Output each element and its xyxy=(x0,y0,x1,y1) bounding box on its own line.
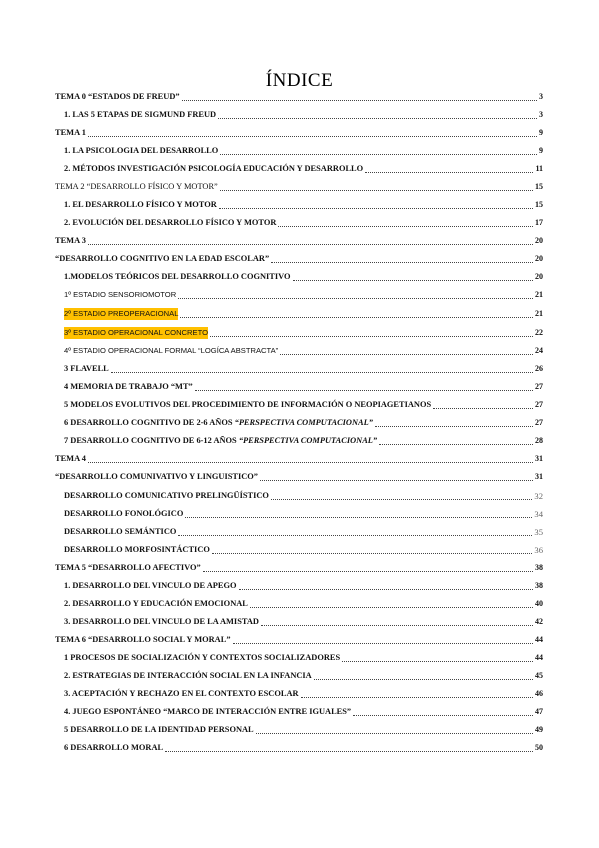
toc-page-number: 15 xyxy=(535,182,543,191)
toc-entry-title xyxy=(64,490,269,502)
toc-page-number: 20 xyxy=(535,236,543,245)
toc-entry-title xyxy=(64,217,276,229)
toc-dot-leader xyxy=(233,634,533,644)
toc-dot-leader xyxy=(301,688,533,698)
toc-dot-leader xyxy=(182,91,537,101)
toc-entry-title xyxy=(55,562,201,574)
toc-entry[interactable] xyxy=(55,562,543,574)
toc-dot-leader xyxy=(218,109,537,119)
toc-entry-text: TEMA 3 xyxy=(55,236,86,245)
toc-page-number: 31 xyxy=(535,472,543,481)
toc-page-number: 9 xyxy=(539,146,543,155)
toc-entry[interactable] xyxy=(55,181,543,193)
toc-entry[interactable] xyxy=(64,580,543,592)
toc-entry[interactable] xyxy=(64,688,543,700)
toc-entry-text: 2. DESARROLLO Y EDUCACIÓN EMOCIONAL xyxy=(64,599,248,608)
toc-entry-text: 4. JUEGO ESPONTÁNEO “MARCO DE INTERACCIÓN ENTRE IGUALES” xyxy=(64,707,352,716)
toc-entry[interactable] xyxy=(55,471,543,483)
toc-page-number: 11 xyxy=(535,164,543,173)
toc-entry-text: 2. ESTRATEGIAS DE INTERACCIÓN SOCIAL EN LA INFANCIA xyxy=(64,671,312,680)
toc-entry-text: 1 PROCESOS DE SOCIALIZACIÓN Y CONTEXTOS SOCIALIZADORES xyxy=(64,653,341,662)
toc-dot-leader xyxy=(210,327,533,337)
toc-entry[interactable] xyxy=(64,435,543,447)
toc-dot-leader xyxy=(433,399,533,409)
toc-entry[interactable] xyxy=(55,634,543,646)
toc-dot-leader xyxy=(219,199,533,209)
toc-page-number: 36 xyxy=(534,545,543,555)
toc-entry-text: DESARROLLO SEMÁNTICO xyxy=(64,527,177,536)
toc-entry-title xyxy=(64,706,351,718)
toc-entry[interactable] xyxy=(64,308,543,320)
toc-entry-title xyxy=(64,742,163,754)
toc-entry-text: 1. EL DESARROLLO FÍSICO Y MOTOR xyxy=(64,200,217,209)
toc-entry[interactable] xyxy=(64,544,543,556)
toc-page-number: 49 xyxy=(535,725,543,734)
toc-entry-text: TEMA 1 xyxy=(55,128,86,137)
toc-dot-leader xyxy=(88,127,537,137)
toc-entry-text: 2. EVOLUCIÓN DEL DESARROLLO FÍSICO Y MOTOR xyxy=(64,218,277,227)
toc-dot-leader xyxy=(203,562,533,572)
toc-entry[interactable] xyxy=(64,271,543,283)
toc-entry-title xyxy=(64,688,299,700)
toc-dot-leader xyxy=(256,724,533,734)
toc-dot-leader xyxy=(212,544,533,554)
toc-dot-leader xyxy=(180,308,533,318)
toc-page-number: 50 xyxy=(535,743,543,752)
toc-entry-title xyxy=(64,724,254,736)
toc-dot-leader xyxy=(271,253,533,263)
toc-entry-text: TEMA 2 “DESARROLLO FÍSICO Y MOTOR” xyxy=(55,182,218,191)
toc-entry[interactable] xyxy=(64,363,543,375)
toc-dot-leader xyxy=(314,670,533,680)
toc-entry-text: TEMA 5 “DESARROLLO AFECTIVO” xyxy=(55,563,201,572)
toc-entry-text: 1. LAS 5 ETAPAS DE SIGMUND FREUD xyxy=(64,110,217,119)
toc-page-number: 3 xyxy=(539,92,543,101)
toc-entry[interactable] xyxy=(64,417,543,429)
toc-entry-title xyxy=(64,598,248,610)
toc-entry-title xyxy=(64,345,278,357)
toc-entry[interactable] xyxy=(64,381,543,393)
toc-entry[interactable] xyxy=(64,345,543,357)
toc-dot-leader xyxy=(220,181,533,191)
toc-entry[interactable] xyxy=(64,706,543,718)
toc-entry-text: 7 DESARROLLO COGNITIVO DE 6-12 AÑOS xyxy=(64,436,239,445)
toc-entry-title xyxy=(64,580,237,592)
toc-dot-leader xyxy=(88,453,533,463)
toc-page-number: 21 xyxy=(535,290,543,299)
toc-entry-title xyxy=(64,199,217,211)
toc-entry-title xyxy=(55,91,180,103)
toc-entry-title xyxy=(55,127,86,139)
toc-dot-leader xyxy=(271,490,533,500)
toc-entry-text: “DESARROLLO COGNITIVO EN LA EDAD ESCOLAR” xyxy=(55,254,270,263)
toc-entry[interactable] xyxy=(64,724,543,736)
toc-entry-title xyxy=(64,399,431,411)
toc-entry-title xyxy=(64,271,291,283)
toc-entry[interactable] xyxy=(55,453,543,465)
toc-entry-title xyxy=(55,453,86,465)
toc-page-number: 38 xyxy=(535,563,543,572)
toc-page-number: 35 xyxy=(534,527,543,537)
toc-entry[interactable] xyxy=(64,490,543,502)
toc-entry-title xyxy=(55,253,269,265)
toc-dot-leader xyxy=(261,616,533,626)
page-title: ÍNDICE xyxy=(265,70,334,91)
toc-entry-title xyxy=(64,308,178,320)
toc-entry-text: 3. DESARROLLO DEL VINCULO DE LA AMISTAD xyxy=(64,617,259,626)
toc-entry[interactable] xyxy=(55,91,543,103)
toc-dot-leader xyxy=(342,652,533,662)
toc-entry-text: 2º ESTADIO PREOPERACIONAL xyxy=(64,309,179,318)
toc-entry-title xyxy=(64,616,259,628)
toc-page-number: 20 xyxy=(535,254,543,263)
toc-dot-leader xyxy=(260,471,533,481)
toc-entry-title xyxy=(55,634,231,646)
toc-page-number: 3 xyxy=(539,110,543,119)
toc-entry[interactable] xyxy=(64,289,543,301)
toc-entry-title xyxy=(64,381,193,393)
toc-entry-text: 6 DESARROLLO COGNITIVO DE 2-6 AÑOS xyxy=(64,418,235,427)
toc-page-number: 34 xyxy=(534,509,543,519)
toc-dot-leader xyxy=(278,217,533,227)
toc-dot-leader xyxy=(379,435,533,445)
toc-page-number: 38 xyxy=(535,581,543,590)
toc-dot-leader xyxy=(365,163,533,173)
toc-entry-title xyxy=(64,363,109,375)
toc-page-number: 32 xyxy=(534,491,543,501)
toc-page-number: 20 xyxy=(535,272,543,281)
toc-entry-text: TEMA 4 xyxy=(55,454,86,463)
toc-dot-leader xyxy=(220,145,537,155)
toc-entry[interactable] xyxy=(64,670,543,682)
toc-entry-text: 4 MEMORIA DE TRABAJO “MT” xyxy=(64,382,193,391)
toc-entry-title xyxy=(64,544,210,556)
toc-entry[interactable] xyxy=(64,616,543,628)
toc-page-number: 47 xyxy=(535,707,543,716)
toc-entry[interactable] xyxy=(55,253,543,265)
toc-entry-text: 3º ESTADIO OPERACIONAL CONCRETO xyxy=(64,328,208,337)
toc-entry-title xyxy=(55,235,86,247)
toc-dot-leader xyxy=(185,508,532,518)
toc-dot-leader xyxy=(195,381,533,391)
toc-entry-title xyxy=(64,289,176,301)
toc-entry-text: 6 DESARROLLO MORAL xyxy=(64,743,164,752)
toc-dot-leader xyxy=(250,598,533,608)
toc-entry-title xyxy=(64,508,183,520)
toc-dot-leader xyxy=(111,363,533,373)
toc-entry[interactable] xyxy=(64,508,543,520)
toc-entry-text: DESARROLLO FONOLÓGICO xyxy=(64,509,184,518)
toc-entry-title xyxy=(64,435,377,447)
toc-entry-italic-text: “PERSPECTIVA COMPUTACIONAL” xyxy=(234,418,373,427)
toc-page-number: 46 xyxy=(535,689,543,698)
toc-dot-leader xyxy=(178,289,533,299)
toc-entry[interactable] xyxy=(64,526,543,538)
toc-page-number: 17 xyxy=(535,218,543,227)
toc-entry[interactable] xyxy=(64,327,543,339)
toc-entry[interactable] xyxy=(64,199,543,211)
toc-page-number: 27 xyxy=(535,400,543,409)
toc-page-number: 31 xyxy=(535,454,543,463)
toc-dot-leader xyxy=(280,345,533,355)
toc-dot-leader xyxy=(88,235,533,245)
toc-page-number: 9 xyxy=(539,128,543,137)
toc-page-number: 15 xyxy=(535,200,543,209)
toc-entry[interactable] xyxy=(55,235,543,247)
toc-entry-text: DESARROLLO MORFOSINTÁCTICO xyxy=(64,545,210,554)
toc-entry-text: TEMA 6 “DESARROLLO SOCIAL Y MORAL” xyxy=(55,635,231,644)
toc-page-number: 27 xyxy=(535,382,543,391)
toc-entry-text: 1. LA PSICOLOGIA DEL DESARROLLO xyxy=(64,146,219,155)
toc-entry-text: “DESARROLLO COMUNIVATIVO Y LINGUISTICO” xyxy=(55,472,258,481)
toc-entry-text: 1º ESTADIO SENSORIOMOTOR xyxy=(64,290,177,299)
toc-page-number: 26 xyxy=(535,364,543,373)
toc-entry-title xyxy=(55,181,218,193)
toc-entry-title xyxy=(64,145,218,157)
toc-entry-italic-text: “PERSPECTIVA COMPUTACIONAL” xyxy=(238,436,378,445)
toc-entry[interactable] xyxy=(64,163,543,175)
toc-entry-text: 2. MÉTODOS INVESTIGACIÓN PSICOLOGÍA EDUCACIÓN Y DESARROLLO xyxy=(64,164,364,173)
toc-page-number: 44 xyxy=(535,653,543,662)
toc-entry[interactable] xyxy=(64,399,543,411)
toc-entry-text: 5 MODELOS EVOLUTIVOS DEL PROCEDIMIENTO DE INFORMACIÓN O NEOPIAGETIANOS xyxy=(64,400,432,409)
toc-page-number: 21 xyxy=(535,309,543,318)
toc-entry-text: 5 DESARROLLO DE LA IDENTIDAD PERSONAL xyxy=(64,725,254,734)
toc-entry-title xyxy=(55,471,258,483)
toc-entry-title xyxy=(64,526,176,538)
toc-entry[interactable] xyxy=(64,652,543,664)
toc-entry-text: DESARROLLO COMUNICATIVO PRELINGÜÍSTICO xyxy=(64,491,269,500)
toc-page-number: 42 xyxy=(535,617,543,626)
toc-page-number: 40 xyxy=(535,599,543,608)
toc-dot-leader xyxy=(293,271,533,281)
toc-entry-title xyxy=(64,652,340,664)
toc-page-number: 24 xyxy=(535,346,543,355)
toc-page-number: 45 xyxy=(535,671,543,680)
toc-page-number: 28 xyxy=(535,436,543,445)
toc-entry[interactable] xyxy=(64,109,543,121)
toc-entry-text: 4º ESTADIO OPERACIONAL FORMAL “LOGÍCA ABSTRACTA” xyxy=(64,346,279,355)
toc-entry[interactable] xyxy=(64,598,543,610)
toc-page-number: 44 xyxy=(535,635,543,644)
toc-entry-title xyxy=(64,109,216,121)
toc-dot-leader xyxy=(353,706,533,716)
toc-entry-text: 3. ACEPTACIÓN Y RECHAZO EN EL CONTEXTO ESCOLAR xyxy=(64,689,299,698)
toc-entry-title xyxy=(64,417,373,429)
toc-entry[interactable] xyxy=(55,127,543,139)
toc-entry[interactable] xyxy=(64,742,543,754)
toc-entry-title xyxy=(64,163,363,175)
toc-page-number: 27 xyxy=(535,418,543,427)
toc-dot-leader xyxy=(239,580,534,590)
toc-dot-leader xyxy=(165,742,533,752)
toc-entry-title xyxy=(64,670,312,682)
toc-entry-title xyxy=(64,327,208,339)
toc-page-number: 22 xyxy=(535,328,543,337)
toc-entry-text: 1.MODELOS TEÓRICOS DEL DESARROLLO COGNITIVO xyxy=(64,272,291,281)
toc-entry-text: 3 FLAVELL xyxy=(64,364,109,373)
toc-entry-text: 1. DESARROLLO DEL VINCULO DE APEGO xyxy=(64,581,237,590)
toc-dot-leader xyxy=(375,417,533,427)
toc-dot-leader xyxy=(178,526,532,536)
toc-entry[interactable] xyxy=(64,145,543,157)
toc-entry[interactable] xyxy=(64,217,543,229)
toc-entry-text: TEMA 0 “ESTADOS DE FREUD” xyxy=(55,92,180,101)
